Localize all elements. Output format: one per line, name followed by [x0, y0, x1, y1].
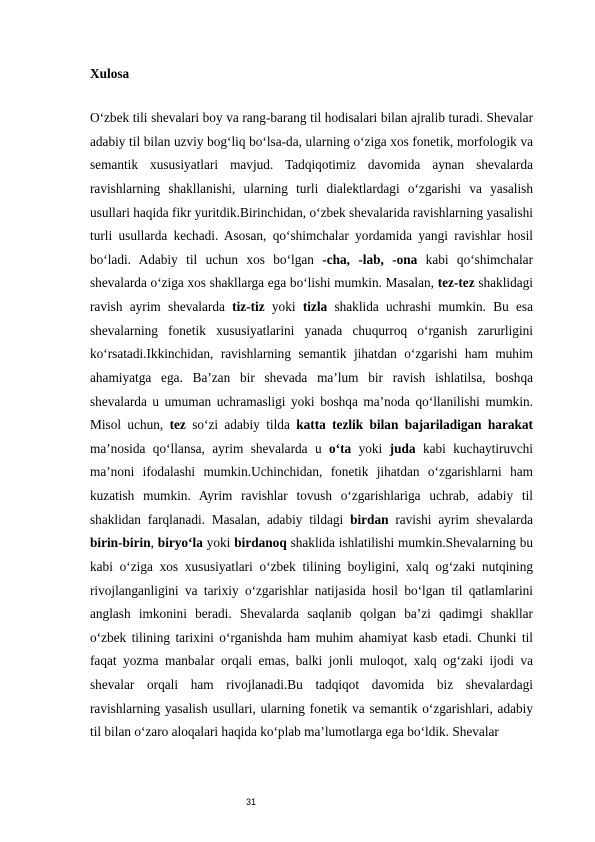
bold-term: juda [389, 440, 416, 456]
bold-term: birdan [350, 511, 389, 527]
bold-term: birdanoq [234, 535, 287, 551]
text-run: yoki [202, 535, 235, 551]
bold-term: tez [169, 417, 186, 433]
text-run: shaklida ishlatilishi mumkin.Shevalarning bu kabi o‘ziga xos xususiyatlari o‘zbek tilining boyligini, xalq og‘zaki nutqining rivojlanganligini va tarixiy o‘zgarishlar natijasida hosil bo‘lgan til qatlamlarini anglash imkonini beradi. Shevalarda saqlanib qolgan ba’zi qadimgi shakllar o‘zbek tilining tarixini o‘rganishda ham muhim ahamiyat kasb etadi. Chunki til faqat yozma manbalar orqali emas, balki jonli muloqot, xalq og‘zaki ijodi va shevalar orqali ham rivojlanadi.Bu tadqiqot davomida biz shevalardagi ravishlarning yasalish usullari, ularning fonetik va semantik o‘zgarishlari, adabiy til bilan o‘zaro aloqalari haqida ko‘plab ma’lumotlarga ega bo‘ldik. Shevalar [90, 535, 534, 740]
section-heading: Xulosa [90, 66, 130, 81]
bold-term: o‘ta [329, 440, 352, 456]
text-run: ravishi ayrim shevalarda [388, 511, 534, 527]
text-run: kabi qo‘shimchalar shevalarda o‘ziga xos shakllarga ega bo‘lishi mumkin. Masalan, [90, 251, 533, 291]
bold-term: birin-birin [90, 535, 151, 551]
bold-term: biryo‘la [157, 535, 203, 551]
text-run: shaklida uchrashi mumkin. Bu esa shevalarning fonetik xususiyatlarini yanada chuqurroq o‘rganish zarurligini ko‘rsatadi.Ikkinchidan, ravishlarning semantik jihatdan o‘zgarishi ham muhim ahamiyatga ega. Ba’zan bir shevada ma’lum bir ravish ishlatilsa, boshqa shevalarda u umuman uchramasligi yoki boshqa ma’noda qo‘llanilishi mumkin. Misol uchun, [90, 299, 533, 433]
text-run: kabi kuchaytiruvchi ma’noni ifodalashi mumkin.Uchinchidan, fonetik jihatdan o‘zgarishlarni ham kuzatish mumkin. Ayrim ravishlar tovush o‘zgarishlariga uchrab, adabiy til shaklidan farqlanadi. Masalan, adabiy tildagi [90, 440, 534, 527]
text-run: so‘zi adabiy tilda [185, 417, 297, 433]
bold-term: tez-tez [437, 275, 475, 291]
bold-term: -cha, -lab, -ona [322, 251, 418, 267]
conclusion-paragraph [90, 106, 533, 744]
text-run: O‘zbek tili shevalari boy va rang-barang til hodisalari bilan ajralib turadi. Shevalar adabiy til bilan uzviy bog‘liq bo‘lsa-da, ularning o‘ziga xos fonetik, morfologik va semantik xususiyatlari mavjud. Tadqiqotimiz davomida aynan shevalarda ravishlarning shakllanishi, ularning turli dialektlardagi o‘zgarishi va yasalish usullari haqida fikr yuritdik.Birinchidan, o‘zbek shevalarida ravishlarning yasalishi turli usullarda kechadi. Asosan, qo‘shimchalar yordamida yangi ravishlar hosil bo‘ladi. Adabiy til uchun xos bo‘lgan [90, 110, 533, 267]
bold-term: katta tezlik bilan bajariladigan harakat [296, 417, 533, 433]
page-number: 31 [246, 797, 257, 807]
bold-term: tiz-tiz [232, 299, 265, 314]
text-run: yoki [351, 440, 390, 456]
text-run: ma’nosida qo‘llansa, ayrim shevalarda u [90, 440, 330, 456]
text-run: shaklidagi ravish ayrim shevalarda [90, 275, 533, 314]
bold-term: tizla [302, 299, 328, 314]
text-run: yoki [264, 299, 303, 314]
text-run: , [150, 535, 158, 551]
